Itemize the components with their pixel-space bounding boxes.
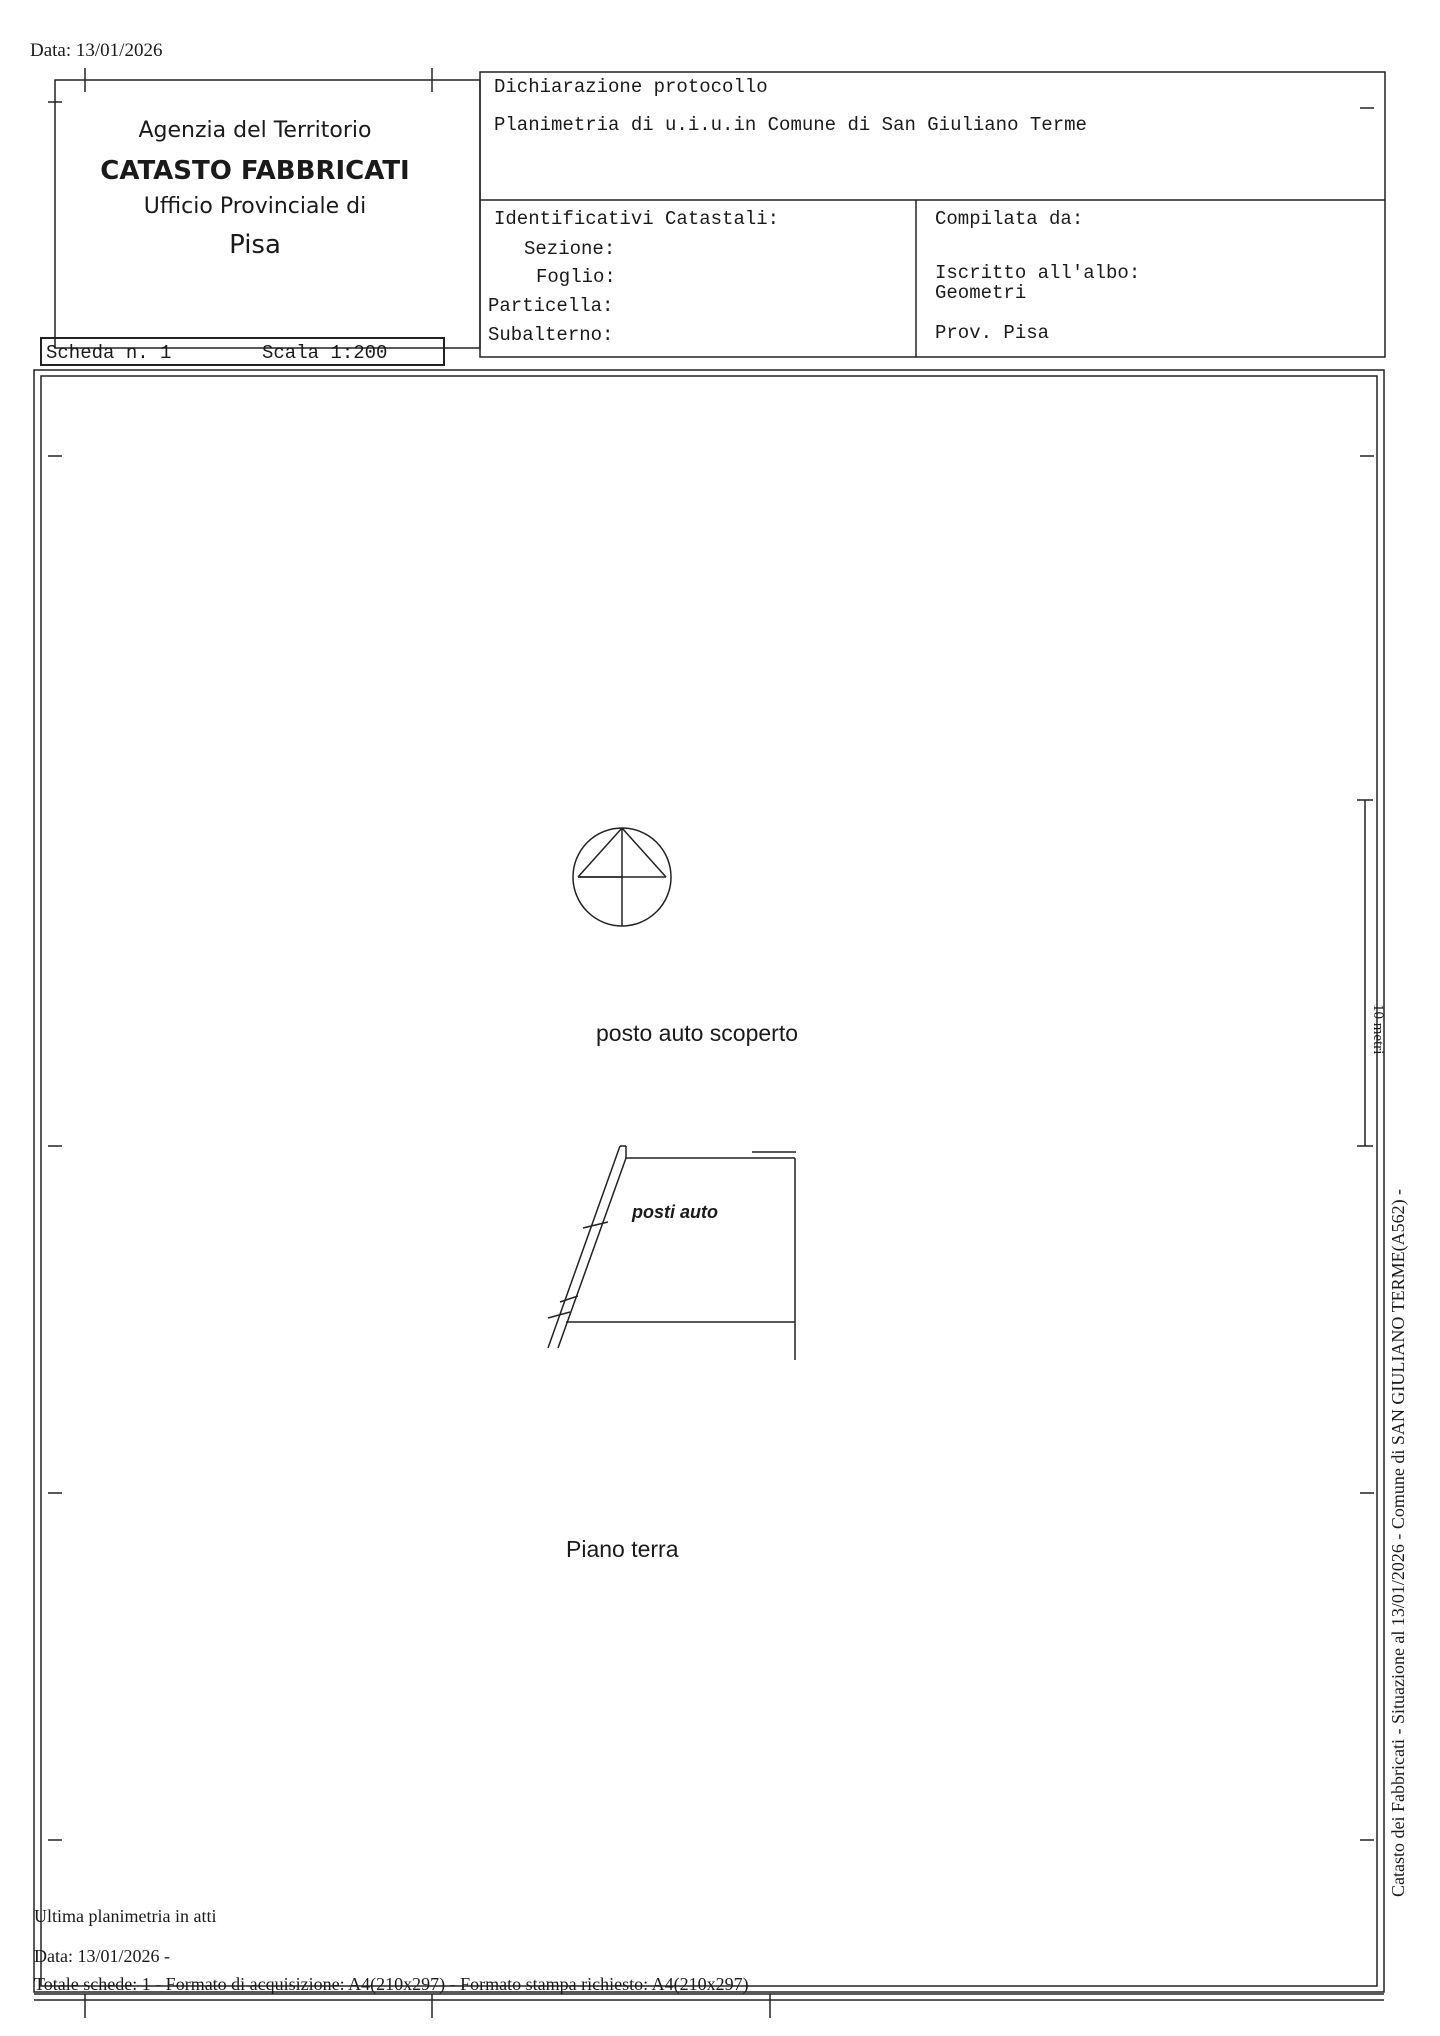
footer-date: Data: 13/01/2026 -: [34, 1946, 170, 1966]
compiled-by-label: Compilata da:: [935, 208, 1084, 230]
footer-totals: Totale schede: 1 - Formato di acquisizione: A4(210x297) - Formato stampa richiesto: A4(210x297): [34, 1974, 749, 1994]
registered-label: Iscritto all'albo:: [935, 262, 1141, 284]
parking-label: posti auto: [632, 1202, 718, 1222]
floor-label: Piano terra: [566, 1536, 679, 1562]
catasto-title: CATASTO FABBRICATI: [100, 156, 410, 186]
identifiers-title: Identificativi Catastali:: [494, 208, 780, 230]
province-name: Pisa: [229, 230, 281, 260]
parking-outline: [548, 1146, 796, 1360]
side-caption: Catasto dei Fabbricati - Situazione al 13/01/2026 - Comune di SAN GIULIANO TERME(A562) -: [1388, 1188, 1408, 1897]
foglio-label: Foglio:: [536, 266, 616, 288]
last-plan-note: Ultima planimetria in atti: [34, 1906, 217, 1926]
area-label: posto auto scoperto: [596, 1020, 799, 1046]
scale-value: Scala 1:200: [262, 342, 388, 364]
header-date: Data: 13/01/2026: [30, 40, 163, 61]
office-name: Ufficio Provinciale di: [143, 194, 367, 219]
outer-frame: [34, 370, 1384, 1992]
registered-value: Geometri: [935, 282, 1027, 304]
north-arrow-icon: [573, 828, 671, 926]
sheet-number: Scheda n. 1: [46, 342, 172, 364]
subalterno-label: Subalterno:: [488, 324, 614, 346]
ruler-label: 10 metri: [1370, 1004, 1386, 1055]
agency-name: Agenzia del Territorio: [138, 118, 372, 143]
protocol-label: Dichiarazione protocollo: [494, 76, 768, 98]
sezione-label: Sezione:: [524, 238, 616, 260]
province-abbr: Prov. Pisa: [935, 322, 1050, 344]
particella-label: Particella:: [488, 295, 614, 317]
plan-title: Planimetria di u.i.u.in Comune di San Giuliano Terme: [494, 114, 1087, 136]
